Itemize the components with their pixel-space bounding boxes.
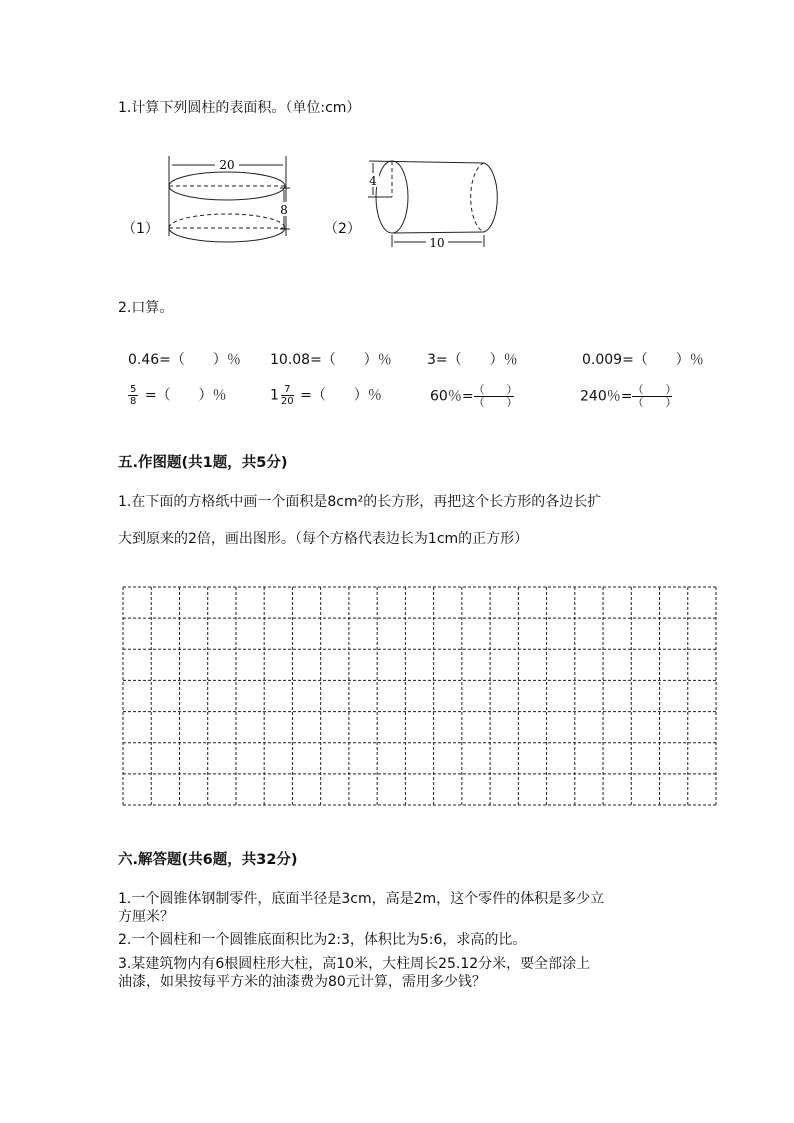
calc-item (430, 383, 518, 409)
calc-item (126, 384, 227, 407)
denominator: 8 (130, 396, 137, 407)
section6-heading: 六.解答题(共6题，共32分) (118, 852, 298, 868)
calc-rest: =（ ）％ (295, 387, 382, 404)
figure2-label: （2） (324, 221, 361, 237)
section6-line: 3.某建筑物内有6根圆柱形大柱，高10米，大柱周长25.12分米，要全部涂上 (118, 956, 591, 972)
q1-title: 1.计算下列圆柱的表面积。（单位:cm） (118, 100, 361, 116)
calc-item: 0.009=（ ）％ (582, 352, 704, 368)
calc-item: 10.08=（ ）％ (270, 352, 392, 368)
cylinder-figure-2 (364, 155, 504, 255)
numerator: 7 (281, 384, 294, 396)
numerator-blank: （ ） (632, 383, 677, 396)
cylinder-figure-1 (160, 152, 300, 247)
figure1-label: （1） (122, 221, 159, 237)
calc-item: 0.46=（ ）％ (128, 352, 241, 368)
diameter-label: 20 (219, 158, 235, 172)
length-label: 10 (429, 236, 445, 250)
height-label: 8 (280, 203, 288, 217)
calc-lhs: 60％= (430, 388, 474, 405)
section6-line: 方厘米？ (118, 909, 174, 925)
calc-rest: =（ ）％ (140, 387, 227, 404)
section6-line: 2.一个圆柱和一个圆锥底面积比为2:3，体积比为5:6，求高的比。 (118, 932, 527, 948)
grid-paper[interactable] (121, 585, 721, 809)
section6-line: 油漆，如果按每平方米的油漆费为80元计算，需用多少钱？ (118, 974, 486, 990)
section6-line: 1.一个圆锥体钢制零件，底面半径是3cm，高是2m，这个零件的体积是多少立 (118, 891, 605, 907)
calc-item (580, 383, 677, 409)
numerator-blank: （ ） (473, 383, 518, 396)
denominator-blank: （ ） (473, 396, 518, 409)
calc-lhs: 240％= (580, 388, 633, 405)
numerator: 5 (130, 384, 137, 395)
section5-heading: 五.作图题(共1题，共5分) (118, 455, 288, 471)
section5-question-line2: 大到原来的2倍，画出图形。（每个方格代表边长为1cm的正方形） (118, 531, 529, 547)
section5-question-line1: 1.在下面的方格纸中画一个面积是8cm²的长方形，再把这个长方形的各边长扩 (118, 494, 602, 510)
calc-item: 3=（ ）％ (427, 352, 518, 368)
radius-label: 4 (369, 174, 377, 188)
q2-title: 2.口算。 (118, 300, 174, 316)
denominator-blank: （ ） (632, 396, 677, 409)
denominator: 20 (280, 396, 294, 407)
whole-number: 1 (270, 387, 279, 404)
calc-item (270, 384, 382, 407)
